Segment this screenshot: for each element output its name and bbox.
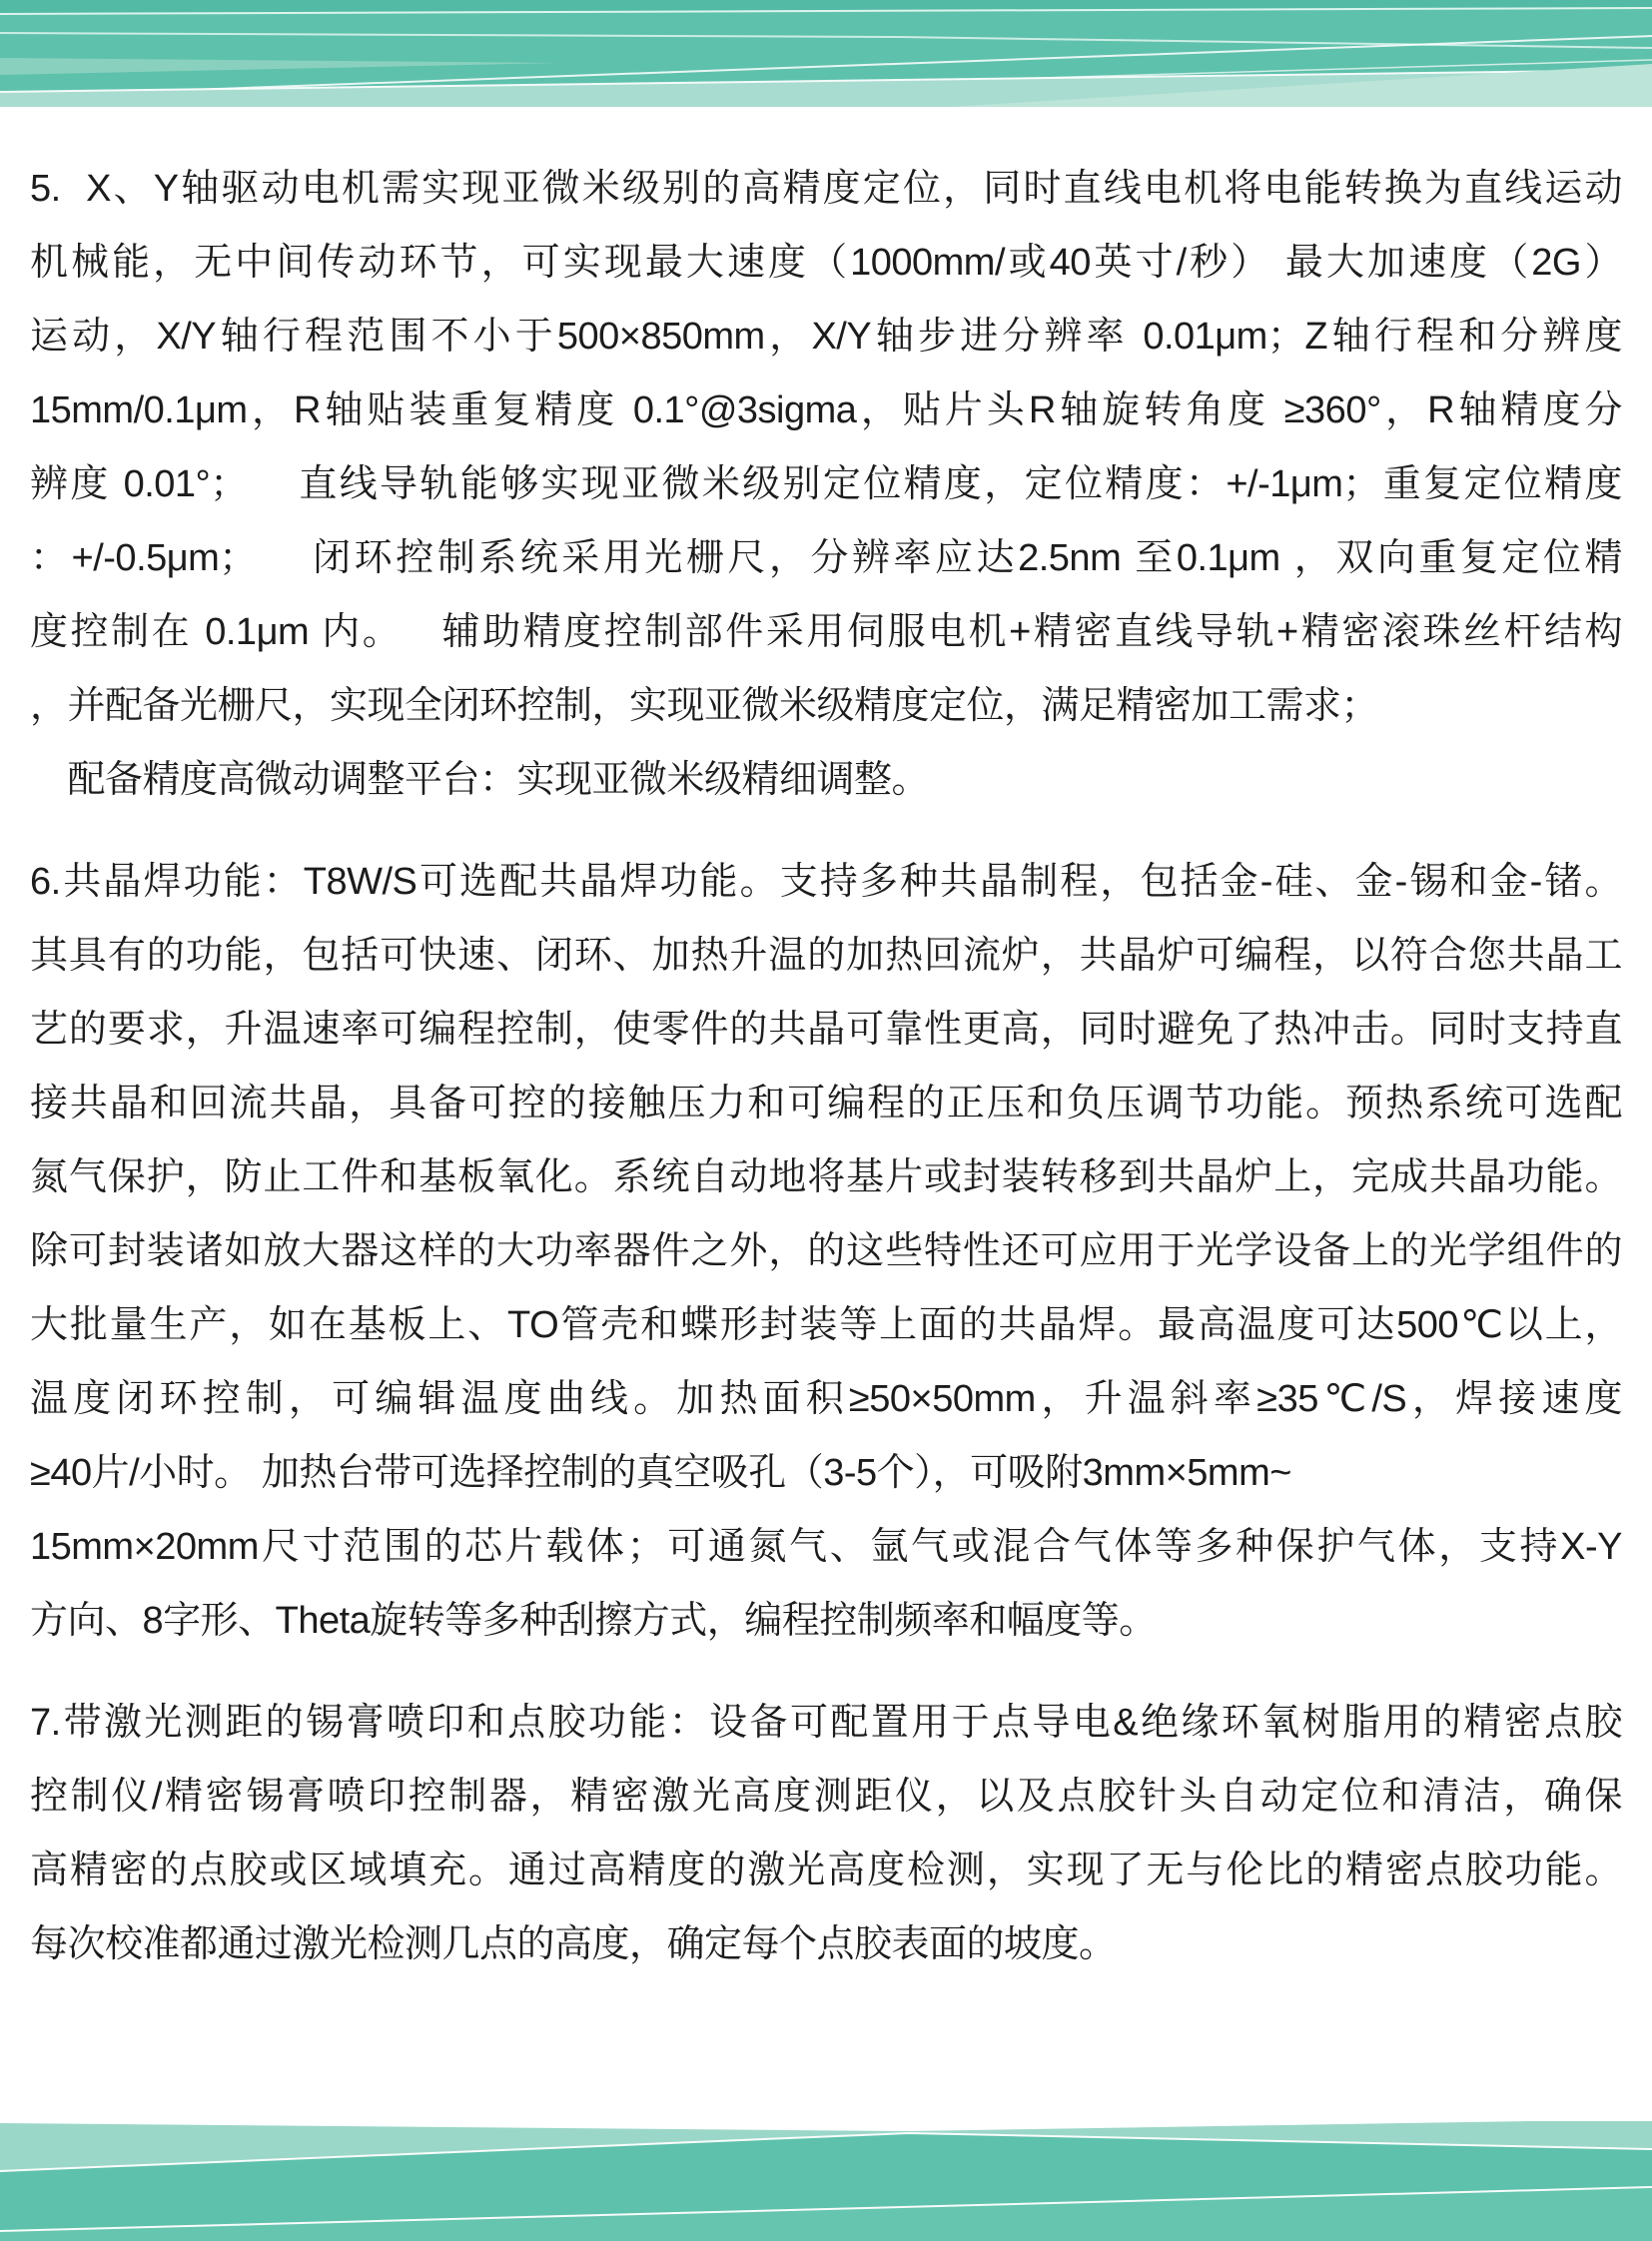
text-line: 氮气保护，防止工件和基板氧化。系统自动地将基片或封装转移到共晶炉上，完成共晶功能。 [30, 1156, 1622, 1198]
text-line: 艺的要求，升温速率可编程控制，使零件的共晶可靠性更高，同时避免了热冲击。同时支持直 [30, 1009, 1622, 1051]
text-line: 配备精度高微动调整平台：实现亚微米级精细调整。 [30, 759, 930, 801]
text-line: 方向、8字形、Theta旋转等多种刮擦方式，编程控制频率和幅度等。 [30, 1600, 1157, 1642]
text-line: 15mm×20mm尺寸范围的芯片载体；可通氮气、氩气或混合气体等多种保护气体，支持X-Y [30, 1526, 1622, 1568]
text-line: 控制仪/精密锡膏喷印控制器，精密激光高度测距仪，以及点胶针头自动定位和清洁，确保 [30, 1776, 1622, 1818]
text-line: 其具有的功能，包括可快速、闭环、加热升温的加热回流炉，共晶炉可编程，以符合您共晶工 [30, 935, 1622, 977]
paragraph-item-6-eutectic-soldering [30, 845, 1622, 1658]
text-line: ：+/-0.5μm； 闭环控制系统采用光栅尺，分辨率应达2.5nm 至0.1μm ，双向重复定位精 [30, 537, 1622, 579]
text-line: ≥40片/小时。 加热台带可选择控制的真空吸孔（3-5个），可吸附3mm×5mm~ [30, 1452, 1291, 1494]
text-line: 7.带激光测距的锡膏喷印和点胶功能：设备可配置用于点导电&绝缘环氧树脂用的精密点胶 [30, 1702, 1622, 1744]
text-line: 接共晶和回流共晶，具备可控的接触压力和可编程的正压和负压调节功能。预热系统可选配 [30, 1083, 1622, 1124]
text-line: 每次校准都通过激光检测几点的高度，确定每个点胶表面的坡度。 [30, 1923, 1117, 1965]
text-line: 除可封装诸如放大器这样的大功率器件之外，的这些特性还可应用于光学设备上的光学组件的 [30, 1230, 1622, 1272]
bottom-banner-decoration [0, 2121, 1652, 2241]
top-banner-decoration [0, 0, 1652, 107]
text-line: 6.共晶焊功能：T8W/S可选配共晶焊功能。支持多种共晶制程，包括金-硅、金-锡和金-锗。 [30, 861, 1622, 903]
text-line: 机械能，无中间传动环节，可实现最大速度（1000mm/或40英寸/秒） 最大加速度（2G） [30, 242, 1622, 284]
paragraph-item-7-dispensing [30, 1686, 1622, 1981]
text-line: 运动，X/Y轴行程范围不小于500×850mm，X/Y轴步进分辨率 0.01μm；Z轴行程和分辨度 [30, 316, 1622, 358]
text-line: 度控制在 0.1μm 内。 辅助精度控制部件采用伺服电机+精密直线导轨+精密滚珠丝杆结构 [30, 611, 1622, 653]
paragraph-item-5-motion-system [30, 152, 1622, 817]
text-line: 15mm/0.1μm，R轴贴装重复精度 0.1°@3sigma，贴片头R轴旋转角度 ≥360°，R轴精度分 [30, 389, 1622, 431]
text-line: 5. X、Y轴驱动电机需实现亚微米级别的高精度定位，同时直线电机将电能转换为直线运动 [30, 168, 1622, 210]
text-line: 辨度 0.01°； 直线导轨能够实现亚微米级别定位精度，定位精度：+/-1μm；重复定位精度 [30, 463, 1622, 505]
text-line: ，并配备光栅尺，实现全闭环控制，实现亚微米级精度定位，满足精密加工需求； [30, 685, 1379, 727]
text-line: 大批量生产，如在基板上、TO管壳和蝶形封装等上面的共晶焊。最高温度可达500℃以上， [30, 1304, 1622, 1346]
text-line: 高精密的点胶或区域填充。通过高精度的激光高度检测，实现了无与伦比的精密点胶功能。 [30, 1850, 1622, 1891]
text-line: 温度闭环控制，可编辑温度曲线。加热面积≥50×50mm，升温斜率≥35℃/S，焊接速度 [30, 1378, 1622, 1420]
document-body [30, 107, 1622, 1981]
